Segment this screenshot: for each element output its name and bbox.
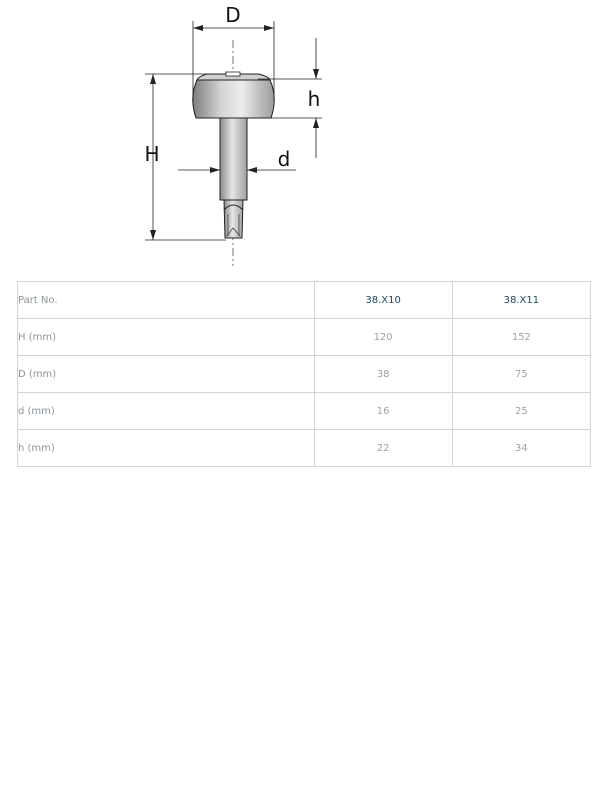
dimension-label-d: d — [277, 147, 291, 171]
header-model-2: 38.X11 — [452, 282, 590, 319]
header-part-no: Part No. — [18, 282, 315, 319]
table-row — [18, 319, 591, 356]
dimension-label-h: h — [307, 87, 321, 111]
row-label: H (mm) — [18, 319, 315, 356]
row-label: h (mm) — [18, 430, 315, 467]
row-value: 22 — [314, 430, 452, 467]
shaft — [220, 118, 247, 238]
dimension-label-H: H — [144, 142, 160, 166]
row-value: 34 — [452, 430, 590, 467]
row-value: 152 — [452, 319, 590, 356]
specification-table — [17, 281, 591, 467]
row-value: 16 — [314, 393, 452, 430]
row-value: 120 — [314, 319, 452, 356]
dimension-label-D: D — [225, 3, 241, 27]
row-value: 75 — [452, 356, 590, 393]
table-row — [18, 356, 591, 393]
row-value: 38 — [314, 356, 452, 393]
row-value: 25 — [452, 393, 590, 430]
table-header-row — [18, 282, 591, 319]
technical-drawing — [0, 0, 600, 270]
header-model-1: 38.X10 — [314, 282, 452, 319]
table-row — [18, 393, 591, 430]
row-label: D (mm) — [18, 356, 315, 393]
row-label: d (mm) — [18, 393, 315, 430]
table-row — [18, 430, 591, 467]
